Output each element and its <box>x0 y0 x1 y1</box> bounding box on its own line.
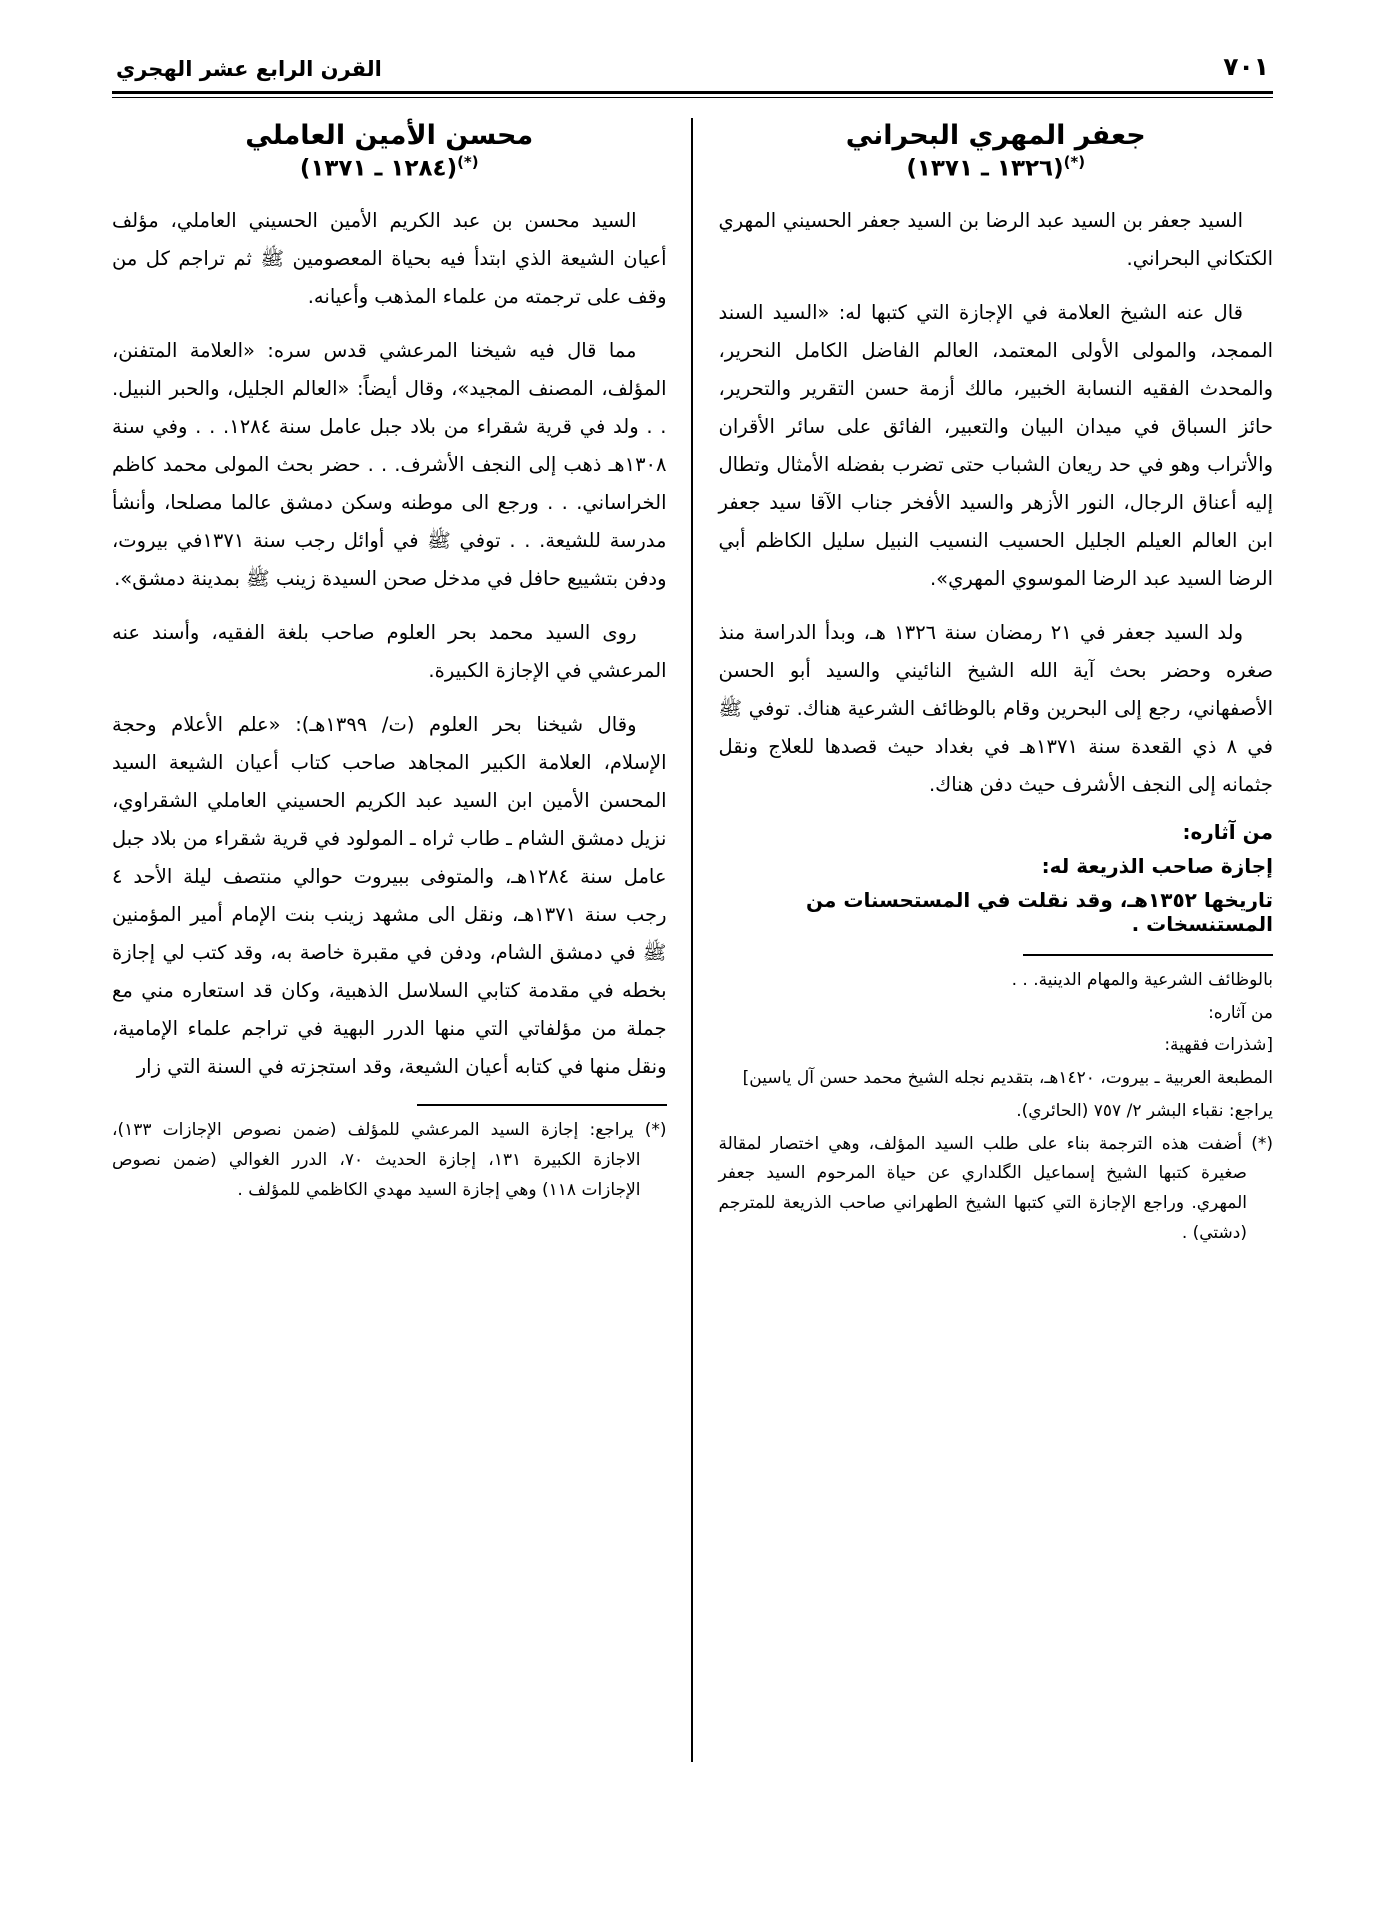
header-rule <box>112 91 1273 98</box>
footnote-line: (*) أضفت هذه الترجمة بناء على طلب السيد المؤلف، وهي اختصار لمقالة صغيرة كتبها الشيخ إسماعيل الگلداري عن حياة المرحوم السيد جعفر المهري. وراجع الإجازة التي كتبها الشيخ الطهراني صاحب الذريعة للمترجم (دشتي) . <box>718 1133 1273 1243</box>
paragraph: السيد جعفر بن السيد عبد الرضا بن السيد جعفر الحسيني المهري الكتكاني البحراني. <box>718 208 1273 270</box>
footnote-rule <box>417 1104 667 1106</box>
footnote-marker-right: (*) <box>1063 153 1086 171</box>
paragraph: روى السيد محمد بحر العلوم صاحب بلغة الفقيه، وأسند عنه المرعشي في الإجازة الكبيرة. <box>112 620 667 682</box>
paragraph: وقال شيخنا بحر العلوم (ت/ ١٣٩٩هـ): «علم الأعلام وحجة الإسلام، العلامة الكبير المجاهد صاحب كتاب أعيان الشيعة السيد المحسن الأمين ابن السيد عبد الكريم الحسيني العاملي الشقراوي، نزيل دمشق الشام ـ طاب ثراه ـ المولود في قرية شقراء من بلاد جبل عامل سنة ١٢٨٤هـ، والمتوفى ببيروت حوالي منتصف ليلة الأحد ٤ رجب سنة ١٣٧١هـ، ونقل الى مشهد زينب بنت الإمام أمير المؤمنين ﷺ في دمشق الشام، ودفن في مقبرة خاصة به، وقد كتب لي إجازة بخطه في مقدمة كتابي السلاسل الذهبية، وكان قد استعاره مني مع جملة من مؤلفاتي التي منها الدرر البهية في تراجم علماء الإمامية، ونقل منها في كتابه أعيان الشيعة، وقد استجزته في السنة التي زار <box>112 712 667 1078</box>
works-heading: من آثاره: <box>1182 819 1273 844</box>
footnote-marker-left: (*) <box>457 153 479 171</box>
footnote-line: من آثاره: <box>1208 1002 1273 1023</box>
running-title: القرن الرابع عشر الهجري <box>116 57 382 81</box>
paragraph: مما قال فيه شيخنا المرعشي قدس سره: «العلامة المتفنن، المؤلف، المصنف المجيد»، وقال أيضاً: «العالم الجليل، والحبر النبيل. . . ولد في قرية شقراء من بلاد جبل عامل سنة ١٢٨٤. . . وفي سنة ١٣٠٨هـ ذهب إلى النجف الأشرف. . . حضر بحث المولى محمد كاظم الخراساني. . . ورجع الى موطنه وسكن دمشق عالما مصلحا، وأنشأ مدرسة للشيعة. . . توفي ﷺ في أوائل رجب سنة ١٣٧١في بيروت، ودفن بتشييع حافل في مدخل صحن السيدة زينب ﷺ بمدينة دمشق». <box>112 338 667 590</box>
paragraph: ولد السيد جعفر في ٢١ رمضان سنة ١٣٢٦ هـ، وبدأ الدراسة منذ صغره وحضر بحث آية الله الشيخ النائيني والسيد أبو الحسن الأصفهاني، رجع إلى البحرين وقام بالوظائف الشرعية هناك. توفي ﷺ في ٨ ذي القعدة سنة ١٣٧١هـ في بغداد حيث قصدها للعلاج ونقل جثمانه إلى النجف الأشرف حيث دفن هناك. <box>718 620 1273 796</box>
two-column-body <box>112 116 1273 1776</box>
footnote-block-left <box>112 1104 667 1205</box>
article-dates-text-left: (١٢٨٤ ـ ١٣٧١) <box>299 155 458 182</box>
footnote-line: يراجع: نقباء البشر ٢/ ٧٥٧ (الحائري). <box>1016 1100 1273 1121</box>
footnote-block-right <box>719 954 1274 1249</box>
footnote-line: [شذرات فقهية: <box>1164 1035 1273 1056</box>
article-title-left: محسن الأمين العاملي <box>245 120 534 151</box>
footnote-rule <box>1023 954 1273 956</box>
column-right <box>693 116 1274 1776</box>
works-line-2: تاريخها ١٣٥٢هـ، وقد نقلت في المستحسنات من المستنسخات . <box>806 887 1273 936</box>
footnote-line: بالوظائف الشرعية والمهام الدينية. . . <box>1011 969 1273 990</box>
footnote-line: (*) يراجع: إجازة السيد المرعشي للمؤلف (ضمن نصوص الإجازات ١٣٣)، الاجازة الكبيرة ١٣١، إجازة الحديث ٧٠، الدرر الغوالي (ضمن نصوص الإجازات ١١٨) وهي إجازة السيد مهدي الكاظمي للمؤلف . <box>112 1120 667 1200</box>
paragraph: قال عنه الشيخ العلامة في الإجازة التي كتبها له: «السيد السند الممجد، والمولى الأولى المعتمد، العالم الفاضل الكامل النحرير، والمحدث الفقيه النسابة الخبير، مالك أزمة حسن التقرير والتحرير، حائز السباق في ميدان البيان والتعبير، الفائق على سائر الأقران والأتراب وهو في حد ريعان الشباب حتى تضرب بفضله الأمثال وتطال إليه أعناق الرجال، النور الأزهر والسيد الأفخر جناب الآقا سيد جعفر ابن العالم العيلم الجليل الحسيب النسيب النبيل سليل الكاظم أبي الرضا السيد عبد الرضا الموسوي المهري». <box>718 300 1273 590</box>
article-dates-text-right: (١٣٢٦ ـ ١٣٧١) <box>906 155 1064 182</box>
article-dates-left <box>112 153 667 182</box>
works-line-1: إجازة صاحب الذريعة له: <box>1041 853 1273 878</box>
page-header <box>112 52 1273 91</box>
page-number: ٧٠١ <box>1223 52 1269 81</box>
article-title-right: جعفر المهري البحراني <box>845 120 1146 151</box>
paragraph: السيد محسن بن عبد الكريم الأمين الحسيني العاملي، مؤلف أعيان الشيعة الذي ابتدأ فيه بحياة المعصومين ﷺ ثم تراجم كل من وقف على ترجمته من علماء المذهب وأعيانه. <box>112 208 667 308</box>
footnote-line: المطبعة العربية ـ بيروت، ١٤٢٠هـ، بتقديم نجله الشيخ محمد حسن آل ياسين] <box>742 1068 1273 1089</box>
column-left <box>112 116 693 1776</box>
article-dates-right <box>719 153 1274 182</box>
